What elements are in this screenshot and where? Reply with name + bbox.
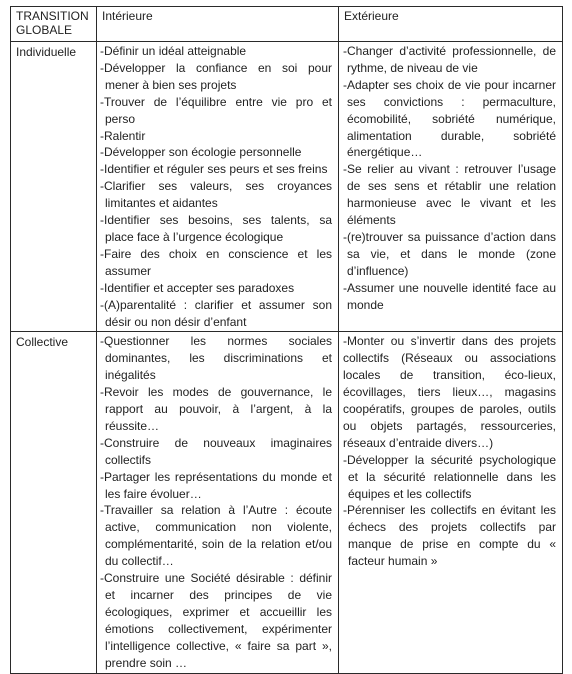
list-item: -Développer son écologie personnelle <box>100 145 302 160</box>
list-item: -(A)parentalité : clarifier et assumer son désir ou non désir d’enfant <box>100 297 332 329</box>
table-row-collective <box>11 332 563 673</box>
list-item: -(re)trouver sa puissance d’action dans sa vie, et dans le monde (zone d’influence) <box>343 229 556 278</box>
header-row <box>11 7 563 42</box>
row-label: Individuelle <box>11 42 97 332</box>
header-corner: TRANSITION GLOBALE <box>11 7 97 42</box>
list-item: -Se relier au vivant : retrouver l’usage de ses sens et rétablir une relation harmonieuse avec le vivant et les éléments <box>343 162 556 228</box>
list-item: -Travailler sa relation à l’Autre : écoute active, communication non violente, complémentarité, soin de la relation et/ou du collectif… <box>100 503 332 569</box>
list-item: -Faire des choix en conscience et les assumer <box>100 246 332 278</box>
list-item: -Définir un idéal atteignable <box>100 44 247 58</box>
table-row-individuelle <box>11 42 563 332</box>
list-item: -Assumer une nouvelle identité face au monde <box>343 280 556 312</box>
list-item: -Construire une Société désirable : définir et incarner des principes de vie écologiques, exprimer et accueillir les émotions collectivement, expérimenter l’intelligence collective, « faire sa part », prendre soin … <box>100 571 332 670</box>
outer-cell <box>339 42 563 332</box>
inner-cell <box>97 42 339 332</box>
list-item: -Adapter ses choix de vie pour incarner ses convictions : permaculture, écomobilité, sobriété numérique, alimentation durable, sobriété énergétique… <box>343 77 556 160</box>
header-inner: Intérieure <box>97 7 339 42</box>
transition-table <box>10 6 563 674</box>
list-item: -Questionner les normes sociales dominantes, les discriminations et inégalités <box>100 334 332 383</box>
list-item: -Identifier et réguler ses peurs et ses freins <box>100 162 328 177</box>
list-item: -Trouver de l’équilibre entre vie pro et perso <box>100 94 332 126</box>
list-item: -Pérenniser les collectifs en évitant les échecs des projets collectifs par manque de prise en compte du « facteur humain » <box>343 503 556 569</box>
list-item: -Clarifier ses valeurs, ses croyances limitantes et aidantes <box>100 179 332 211</box>
header-outer: Extérieure <box>339 7 563 42</box>
list-item: -Développer la confiance en soi pour mener à bien ses projets <box>100 60 332 92</box>
list-item: -Identifier ses besoins, ses talents, sa place face à l’urgence écologique <box>100 213 332 244</box>
outer-cell <box>339 332 563 673</box>
inner-cell <box>97 332 339 673</box>
list-item: -Partager les représentations du monde et les faire évoluer… <box>100 469 332 501</box>
list-item: -Monter ou s’invertir dans des projets collectifs (Réseaux ou associations locales de transition, éco-lieux, écovillages, tiers lieux…, magasins coopératifs, groupes de paroles, outils ou objets partagés, ressourceries, réseaux d’entraide divers…) <box>343 334 556 450</box>
row-label: Collective <box>11 332 97 673</box>
list-item: -Identifier et accepter ses paradoxes <box>100 280 295 295</box>
list-item: -Changer d’activité professionnelle, de rythme, de niveau de vie <box>343 44 556 75</box>
list-item: -Revoir les modes de gouvernance, le rapport au pouvoir, à l’argent, à la réussite… <box>100 385 332 433</box>
list-item: -Ralentir <box>100 128 146 143</box>
list-item: -Développer la sécurité psychologique et la sécurité relationnelle dans les équipes et les collectifs <box>343 452 556 501</box>
list-item: -Construire de nouveaux imaginaires collectifs <box>100 435 332 467</box>
